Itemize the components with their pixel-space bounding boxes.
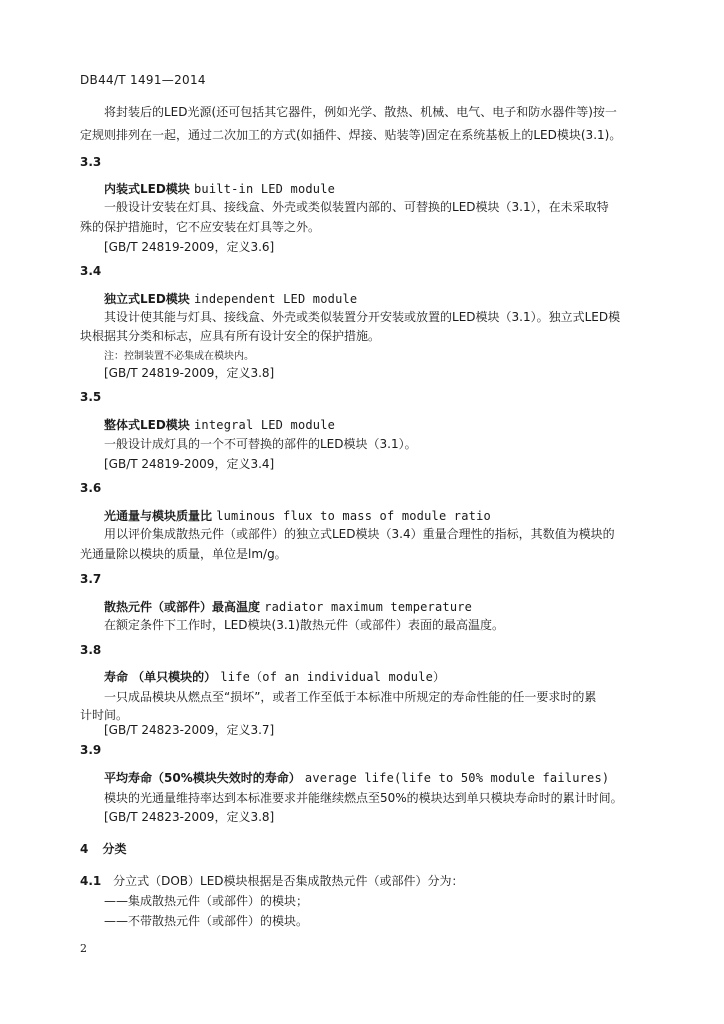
clause-number: 3.5: [80, 390, 102, 404]
list-item: ——不带散热元件（或部件）的模块。: [104, 914, 309, 928]
clause-number: 3.7: [80, 572, 102, 586]
term-zh: 寿命 （单只模块的）: [104, 670, 217, 684]
source-reference: [GB/T 24823-2009，定义3.7]: [104, 723, 275, 737]
note-text: 注：控制装置不必集成在模块内。: [104, 351, 254, 362]
clause-number: 3.3: [80, 155, 102, 169]
source-reference: [GB/T 24819-2009，定义3.8]: [104, 366, 275, 380]
term-en: built-in LED module: [194, 182, 336, 196]
source-reference: [GB/T 24819-2009，定义3.4]: [104, 457, 275, 471]
term-title: [104, 507, 491, 524]
definition-line: 模块的光通量维持率达到本标准要求并能继续燃点至50%的模块达到单只模块寿命时的累计时间。: [104, 791, 623, 805]
definition-line: 一般设计安装在灯具、接线盒、外壳或类似装置内部的、可替换的LED模块（3.1），在未采取特: [104, 200, 609, 214]
definition-line: 一般设计成灯具的一个不可替换的部件的LED模块（3.1）。: [104, 437, 417, 451]
definition-line: 计时间。: [80, 708, 129, 722]
term-zh: 光通量与模块质量比: [104, 509, 213, 523]
source-reference: [GB/T 24819-2009，定义3.6]: [104, 240, 275, 254]
clause-number: 4.1: [80, 874, 102, 888]
term-title: [104, 668, 445, 685]
clause-number: 3.8: [80, 643, 102, 657]
source-reference: [GB/T 24823-2009，定义3.8]: [104, 810, 275, 824]
term-en: radiator maximum temperature: [264, 600, 473, 614]
intro-line-1: 将封装后的LED光源(还可包括其它器件，例如光学、散热、机械、电气、电子和防水器件等)按一: [104, 105, 617, 119]
term-zh: 独立式LED模块: [104, 292, 190, 306]
term-title: [104, 598, 472, 615]
term-zh: 内装式LED模块: [104, 182, 190, 196]
term-en: independent LED module: [194, 292, 358, 306]
clause-number: 3.9: [80, 743, 102, 757]
list-item: ——集成散热元件（或部件）的模块；: [104, 894, 309, 908]
term-en: integral LED module: [194, 418, 336, 432]
term-title: [104, 769, 609, 786]
term-zh: 散热元件（或部件）最高温度: [104, 600, 261, 614]
definition-line: 块根据其分类和标志，应具有所有设计安全的保护措施。: [80, 329, 381, 343]
clause-number: 3.6: [80, 481, 102, 495]
term-en: life（of an individual module）: [220, 670, 446, 684]
clause-text: 分立式（DOB）LED模块根据是否集成散热元件（或部件）分为：: [113, 874, 464, 888]
term-en: luminous flux to mass of module ratio: [216, 509, 491, 523]
term-title: [104, 180, 335, 197]
page-number: 2: [80, 942, 87, 955]
definition-line: 其设计使其能与灯具、接线盒、外壳或类似装置分开安装或放置的LED模块（3.1）。独立式LED模: [104, 310, 621, 324]
term-title: [104, 416, 335, 433]
term-zh: 整体式LED模块: [104, 418, 190, 432]
section-heading: [80, 840, 127, 857]
definition-line: 一只成品模块从燃点至“损坏”，或者工作至低于本标准中所规定的寿命性能的任一要求时的累: [104, 690, 597, 704]
section-number: 4: [80, 842, 89, 856]
term-en: average life(life to 50% module failures): [304, 771, 610, 785]
intro-line-2: 定规则排列在一起，通过二次加工的方式(如插件、焊接、贴装等)固定在系统基板上的LED模块(3.1)。: [80, 128, 622, 142]
section-title: 分类: [102, 842, 127, 856]
term-zh: 平均寿命（50%模块失效时的寿命）: [104, 771, 301, 785]
term-title: [104, 290, 357, 307]
definition-line: 在额定条件下工作时，LED模块(3.1)散热元件（或部件）表面的最高温度。: [104, 618, 504, 632]
definition-line: 用以评价集成散热元件（或部件）的独立式LED模块（3.4）重量合理性的指标，其数值为模块的: [104, 527, 615, 541]
clause-number: 3.4: [80, 264, 102, 278]
definition-line: 殊的保护措施时，它不应安装在灯具等之外。: [80, 220, 321, 234]
document-id-header: DB44/T 1491—2014: [80, 73, 206, 87]
definition-line: 光通量除以模块的质量，单位是lm/g。: [80, 547, 287, 561]
clause-4-1: [80, 872, 464, 889]
